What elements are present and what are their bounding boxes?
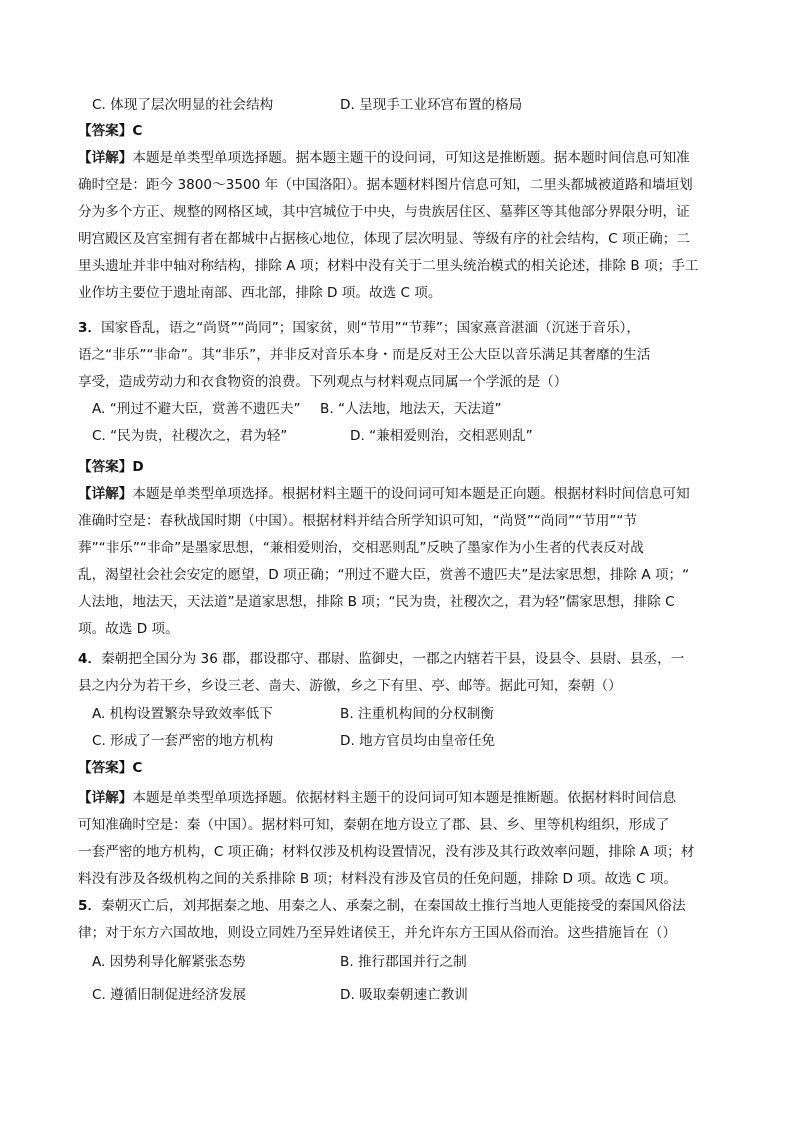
- q5-option-b: B. 推行郡国并行之制: [340, 954, 467, 970]
- detail-label: 【详解】: [78, 790, 133, 806]
- q3-stem-line: 语之“非乐”“非命”。其“非乐”，并非反对音乐本身・而是反对王公大臣以音乐满足其奢靡的生活: [78, 347, 651, 363]
- q4-option-b: B. 注重机构间的分权制衡: [340, 706, 494, 722]
- q3-detail-line: 准确时空是：春秋战国时期（中国）。根据材料并结合所学知识可知，“尚贤”“尚同”“节用”“节: [78, 513, 638, 529]
- q3-stem-line: 3．国家昏乱，语之“尚贤”“尚同”；国家贫，则“节用”“节葬”；国家熹音湛湎（沉迷于音乐），: [78, 320, 640, 336]
- q4-stem-line: 4．秦朝把全国分为 36 郡，郡设郡守、郡尉、监御史，一郡之内辖若干县，设县令、县尉、县丞，一: [78, 651, 685, 667]
- q2-detail-line: 分为多个方正、规整的网格区域，其中宫城位于中央，与贵族居住区、墓葬区等其他部分界限分明，证: [78, 204, 690, 220]
- q3-answer: [78, 457, 718, 477]
- q3-option-d: D. “兼相爱则治，交相恶则乱”: [350, 428, 533, 444]
- question-number: 5．: [78, 898, 102, 914]
- q2-detail-line: 【详解】本题是单类型单项选择题。据本题主题干的设问词，可知这是推断题。据本题时间信息可知准: [78, 150, 690, 166]
- q3-option-a: A. “刑过不避大臣，赏善不遗匹夫”: [92, 401, 301, 417]
- q3-detail-line: 乱，渴望社会社会安定的愿望，D 项正确；“刑过不避大臣，赏善不遗匹夫”是法家思想，排除 A 项；“: [78, 567, 690, 583]
- q3-detail-line: 人法地，地法天，天法道”是道家思想，排除 B 项；“民为贵，社稷次之，君为轻”儒家思想，排除 C: [78, 594, 675, 610]
- q2-answer: [78, 121, 718, 141]
- q4-option-d: D. 地方官员均由皇帝任免: [340, 733, 496, 749]
- q4-option-a: A. 机构设置繁杂导致效率低下: [92, 706, 273, 722]
- q3-detail-line: 项。故选 D 项。: [78, 621, 179, 637]
- q5-option-c: C. 遵循旧制促进经济发展: [92, 987, 247, 1003]
- q5-option-a: A. 因势利导化解紧张态势: [92, 954, 246, 970]
- q4-detail-line: 一套严密的地方机构，C 项正确；材料仅涉及机构设置情况，没有涉及其行政效率问题，排除 A 项；材: [78, 844, 695, 860]
- question-number: 3．: [78, 320, 102, 336]
- q3-stem-line: 享受，造成劳动力和衣食物资的浪费。下列观点与材料观点同属一个学派的是（）: [78, 374, 568, 390]
- q4-detail-line: 【详解】本题是单类型单项选择题。依据材料主题干的设问词可知本题是推断题。依据材料时间信息: [78, 790, 677, 806]
- q3-option-b: B. “人法地，地法天，天法道”: [320, 401, 502, 417]
- q5-stem-line: 5．秦朝灭亡后，刘邦据秦之地、用秦之人、承秦之制，在秦国故土推行当地人更能接受的秦国风俗法: [78, 898, 686, 914]
- q5-stem-line: 律；对于东方六国故地，则设立同姓乃至异姓诸侯王，并允许东方王国从俗而治。这些措施旨在（）: [78, 925, 677, 941]
- q3-detail-line: 葬”“非乐”“非命”是墨家思想，“兼相爱则治，交相恶则乱”反映了墨家作为小生者的代表反对战: [78, 540, 644, 556]
- q3-detail-line: 【详解】本题是单类型单项选择。根据材料主题干的设问词可知本题是正向题。根据材料时间信息可知: [78, 486, 690, 502]
- q2-detail-line: 业作坊主要位于遗址南部、西北部，排除 D 项。故选 C 项。: [78, 285, 442, 301]
- answer-value: C: [132, 123, 143, 139]
- q4-option-c: C. 形成了一套严密的地方机构: [92, 733, 274, 749]
- q2-detail-line: 里头遗址并非中轴对称结构，排除 A 项；材料中没有关于二里头统治模式的相关论述，排除 B 项；手工: [78, 258, 699, 274]
- q2-option-c: C. 体现了层次明显的社会结构: [92, 97, 274, 113]
- q2-option-d: D. 呈现手工业环宫布置的格局: [340, 97, 523, 113]
- q2-detail-line: 明宫殿区及宫室拥有者在都城中占据核心地位，体现了层次明显、等级有序的社会结构，C 项正确；二: [78, 231, 690, 247]
- q4-detail-line: 料没有涉及各级机构之间的关系排除 B 项；材料没有涉及官员的任免问题，排除 D 项。故选 C 项。: [78, 871, 677, 887]
- detail-label: 【详解】: [78, 486, 133, 502]
- answer-value: C: [132, 760, 143, 776]
- answer-label: 【答案】: [78, 123, 133, 139]
- answer-label: 【答案】: [78, 760, 133, 776]
- detail-label: 【详解】: [78, 150, 133, 166]
- q2-detail-line: 确时空是：距今 3800～3500 年（中国洛阳）。据本题材料图片信息可知，二里头都城被道路和墙垣划: [78, 177, 693, 193]
- answer-value: D: [132, 459, 144, 475]
- question-number: 4．: [78, 651, 102, 667]
- q4-detail-line: 可知准确时空是：秦（中国）。据材料可知，秦朝在地方设立了郡、县、乡、里等机构组织，形成了: [78, 817, 670, 833]
- answer-label: 【答案】: [78, 459, 133, 475]
- q5-option-d: D. 吸取秦朝速亡教训: [340, 987, 468, 1003]
- q4-answer: [78, 758, 718, 778]
- q3-option-c: C. “民为贵，社稷次之，君为轻”: [92, 428, 288, 444]
- q4-stem-line: 县之内分为若干乡，乡设三老、啬夫、游徼，乡之下有里、亭、邮等。据此可知，秦朝（）: [78, 678, 622, 694]
